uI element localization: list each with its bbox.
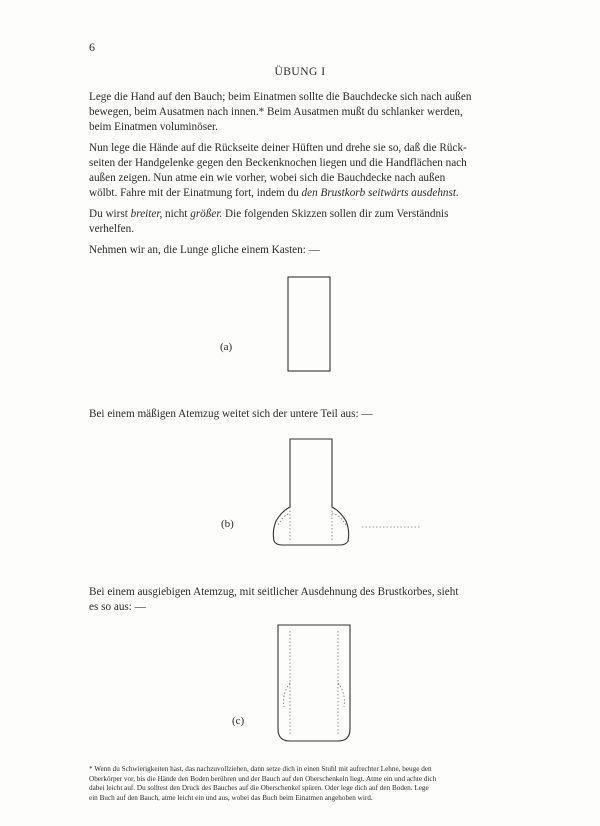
paragraph-line — [89, 207, 519, 222]
paragraph-line: seiten der Handgelenke gegen den Beckenknochen liegen und die Handflächen nach — [89, 157, 467, 169]
paragraph-line: Lege die Hand auf den Bauch; beim Einatmen sollte die Bauchdecke sich nach außen — [89, 91, 472, 103]
emphasis-text: breiter, — [130, 208, 163, 220]
page-number: 6 — [89, 40, 95, 54]
paragraph-text: wölbt. Fahre mit der Einatmung fort, indem du — [89, 187, 299, 199]
paragraph-line: Nun lege die Hände auf die Rückseite deiner Hüften und drehe sie so, daß die Rück- — [89, 142, 467, 154]
paragraph-5 — [89, 407, 519, 422]
paragraph-line: Bei einem ausgiebigen Atemzug, mit seitlicher Ausdehnung des Brustkorbes, sieht — [89, 586, 459, 598]
figure-c-wide-box — [276, 623, 356, 745]
paragraph-line: außen zeigen. Nun atme ein wie vorher, wobei sich die Bauchdecke nach außen — [89, 172, 446, 184]
footnote-line: Oberkörper vor, bis die Hände den Boden berühren und der Bauch auf den Oberschenkeln liegt. Atme ein und achte dich — [89, 774, 437, 783]
paragraph-2 — [89, 141, 519, 201]
paragraph-line — [89, 186, 519, 201]
paragraph-1 — [89, 90, 519, 135]
figure-b-dash-line — [362, 525, 422, 529]
emphasis-text: den Brustkorb seitwärts ausdehnst. — [301, 187, 459, 199]
paragraph-line: es so aus: — — [89, 601, 146, 613]
paragraph-6 — [89, 585, 519, 615]
footnote — [89, 765, 525, 803]
footnote-line: ein Buch auf den Bauch, atme leicht ein und aus, wobei das Buch beim Einatmen angehoben wird. — [89, 793, 373, 802]
figure-b-flask — [270, 437, 355, 552]
paragraph-3 — [89, 207, 519, 237]
paragraph-line: verhelfen. — [89, 223, 135, 235]
paragraph-text: Du wirst — [89, 208, 128, 220]
emphasis-text: größer. — [190, 208, 223, 220]
paragraph-4 — [89, 243, 519, 258]
paragraph-line: Nehmen wir an, die Lunge gliche einem Kasten: — — [89, 244, 320, 256]
figure-a-label: (a) — [220, 341, 233, 353]
paragraph-text: nicht — [165, 208, 188, 220]
footnote-line: dabei leicht auf. Du solltest den Druck des Bauches auf die Oberschenkel spüren. Oder lege dich auf den Boden. Lege — [89, 784, 429, 792]
figure-b-label: (b) — [221, 518, 234, 530]
footnote-line: * Wenn du Schwierigkeiten hast, das nachzuvollziehen, dann setze dich in einen Stuhl mit aufrechter Lehne, beuge den — [89, 765, 432, 773]
figure-c-label: (c) — [232, 715, 245, 727]
paragraph-text: Die folgenden Skizzen sollen dir zum Verständnis — [225, 208, 449, 220]
paragraph-line: Bei einem mäßigen Atemzug weitet sich der untere Teil aus: — — [89, 408, 373, 420]
paragraph-line: bewegen, beim Ausatmen nach innen.* Beim Ausatmen mußt du schlanker werden, — [89, 106, 463, 118]
exercise-heading: ÜBUNG I — [274, 66, 326, 78]
figure-a-box — [286, 275, 336, 375]
paragraph-line: beim Einatmen voluminöser. — [89, 121, 218, 133]
